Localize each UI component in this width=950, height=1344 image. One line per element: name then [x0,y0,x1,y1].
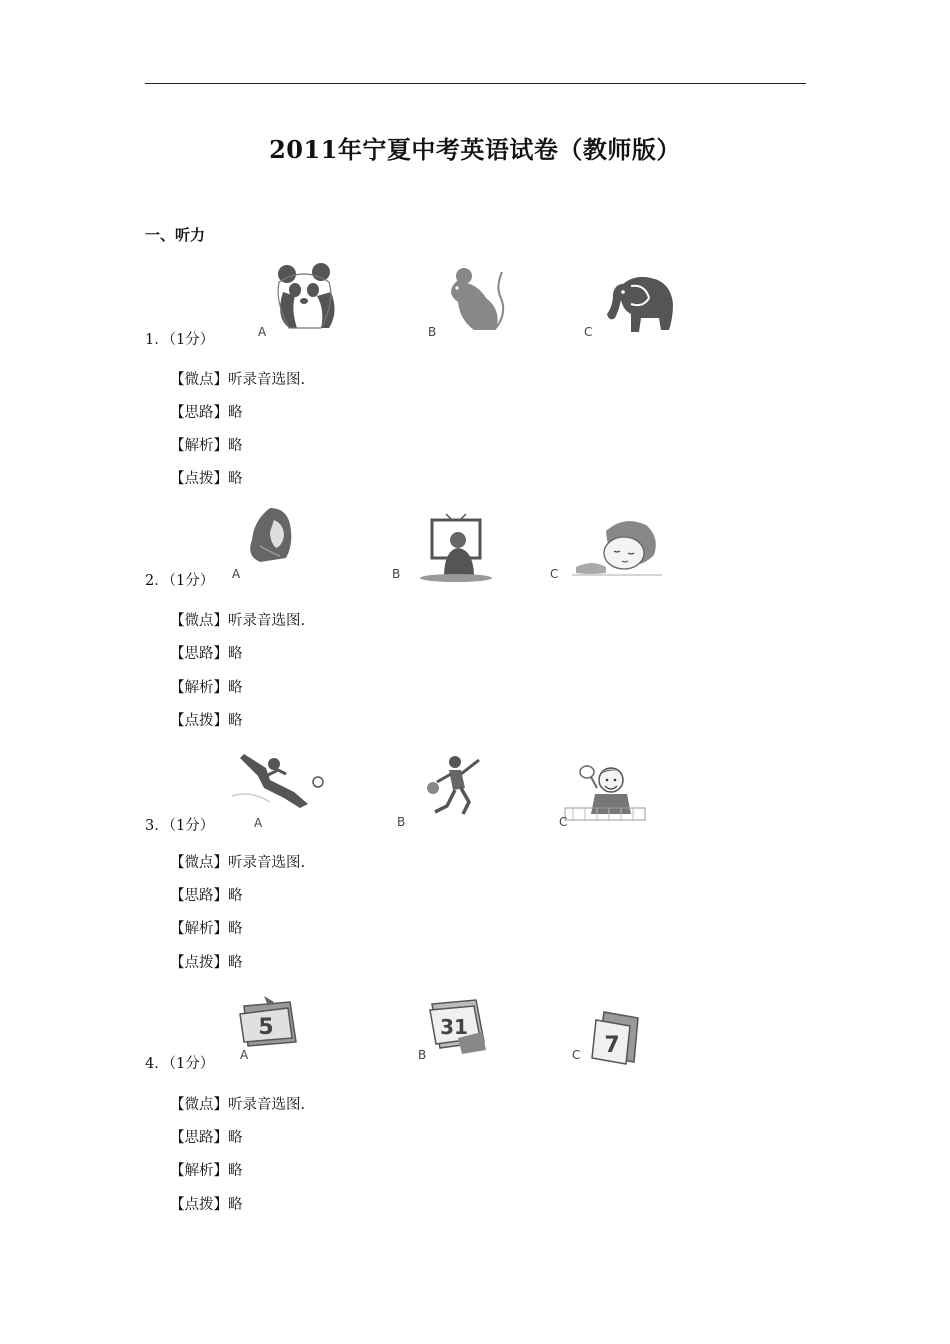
calendar-31-icon [424,998,490,1056]
calendar-5-icon [234,992,304,1050]
option-letter: A [258,325,267,339]
girl-sleeping-icon [572,515,664,583]
option-c[interactable] [570,1008,650,1068]
option-b[interactable] [393,752,493,834]
question-number: 3．（1分） [145,818,215,834]
question-number: 4．（1分） [145,1056,215,1072]
detail-weidian: 【微点】听录音选图. [170,855,306,871]
question-number: 1．（1分） [145,332,215,348]
detail-jiexi: 【解析】略 [170,1163,243,1179]
detail-weidian: 【微点】听录音选图. [170,372,306,388]
option-a[interactable] [230,506,310,586]
detail-silu: 【思路】略 [170,405,243,421]
section-heading: 一、听力 [145,226,206,244]
header-rule [145,83,806,84]
detail-weidian: 【微点】听录音选图. [170,613,306,629]
detail-dianbo: 【点拨】略 [170,713,243,729]
elephant-icon [601,270,679,340]
person-watching-tv-icon [416,512,496,584]
option-b[interactable] [425,262,515,344]
detail-dianbo: 【点拨】略 [170,471,243,487]
detail-weidian: 【微点】听录音选图. [170,1097,306,1113]
option-letter: A [254,816,263,830]
option-letter: C [584,325,593,339]
option-letter: B [418,1048,427,1062]
calendar-day: 5 [258,1015,274,1040]
option-a[interactable] [232,992,312,1066]
option-letter: A [240,1048,249,1062]
detail-jiexi: 【解析】略 [170,680,243,696]
option-letter: C [550,567,559,581]
woman-long-hair-icon [240,506,304,564]
detail-dianbo: 【点拨】略 [170,955,243,971]
option-letter: A [232,567,241,581]
option-a[interactable] [230,746,330,832]
option-b[interactable] [416,998,496,1066]
soccer-player-icon [230,746,326,812]
panda-icon [265,262,345,334]
option-letter: C [572,1048,581,1062]
detail-dianbo: 【点拨】略 [170,1197,243,1213]
option-c[interactable] [583,270,683,346]
option-a[interactable] [255,262,345,344]
option-letter: C [559,815,568,829]
option-b[interactable] [390,512,500,588]
basketball-player-icon [413,752,485,816]
option-letter: B [397,815,406,829]
option-c[interactable] [555,762,655,834]
detail-silu: 【思路】略 [170,1130,243,1146]
page-title: 2011年宁夏中考英语试卷（教师版） [269,135,681,164]
mouse-icon [440,262,510,336]
detail-jiexi: 【解析】略 [170,921,243,937]
calendar-day: 7 [604,1033,620,1058]
option-c[interactable] [548,515,668,587]
detail-silu: 【思路】略 [170,888,243,904]
calendar-7-icon [588,1008,644,1066]
boy-tennis-icon [561,762,651,830]
detail-silu: 【思路】略 [170,646,243,662]
option-letter: B [428,325,437,339]
detail-jiexi: 【解析】略 [170,438,243,454]
calendar-day: 31 [440,1015,468,1039]
question-number: 2．（1分） [145,573,215,589]
option-letter: B [392,567,401,581]
